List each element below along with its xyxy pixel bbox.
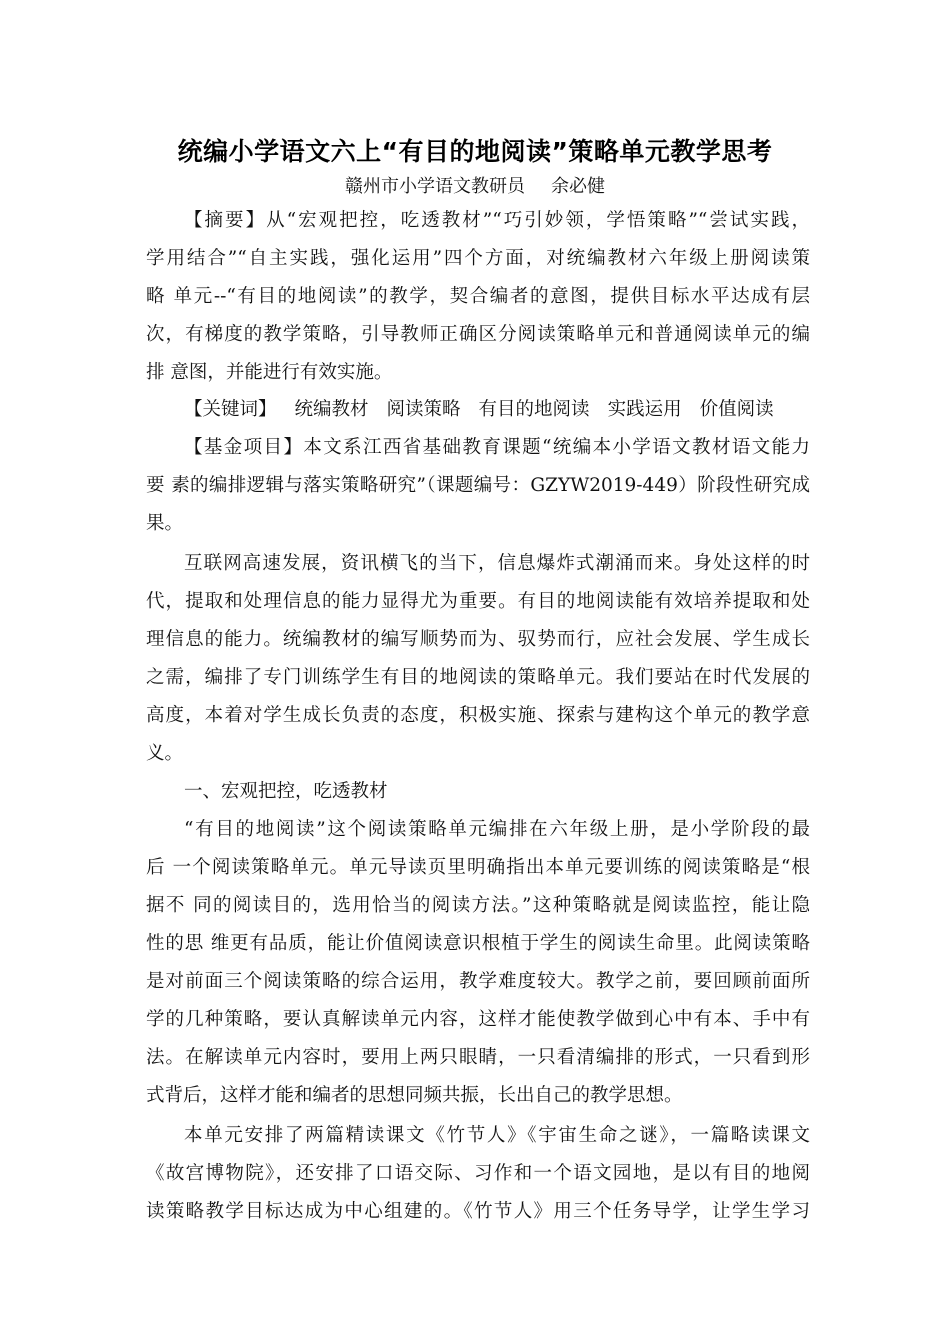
abstract-line: 略 单元--“有目的地阅读”的教学，契合编者的意图，提供目标水平达成有层 — [146, 286, 810, 307]
keyword-item: 价值阅读 — [699, 399, 774, 420]
body-line: 读策略教学目标达成为中心组建的。《竹节人》用三个任务导学，让学生学习 — [146, 1201, 810, 1222]
author-name: 余必健 — [551, 176, 605, 197]
body-line: 本单元安排了两篇精读课文《竹节人》《宇宙生命之谜》，一篇略读课文 — [184, 1125, 810, 1146]
intro-line: 代，提取和处理信息的能力显得尤为重要。有目的地阅读能有效培养提取和处 — [146, 591, 810, 612]
body-line: 式背后，这样才能和编者的思想同频共振，长出自己的教学思想。 — [146, 1085, 683, 1106]
keyword-item: 阅读策略 — [386, 399, 461, 420]
fund-line: 果。 — [146, 513, 184, 534]
section-heading: 一、宏观把控，吃透教材 — [184, 781, 388, 802]
keywords-label: 【关键词】 — [184, 399, 277, 420]
keyword-item: 统编教材 — [294, 399, 369, 420]
fund-line: 要 素的编排逻辑与落实策略研究”（课题编号：GZYW2019-449）阶段性研究成 — [146, 475, 810, 496]
document-title: 统编小学语文六上“有目的地阅读”策略单元教学思考 — [177, 137, 773, 166]
keywords-row — [184, 391, 792, 429]
intro-line: 理信息的能力。统编教材的编写顺势而为、驭势而行，应社会发展、学生成长 — [146, 629, 810, 650]
body-line: 性的思 维更有品质，能让价值阅读意识根植于学生的阅读生命里。此阅读策略 — [146, 933, 810, 954]
body-line: 是对前面三个阅读策略的综合运用，教学难度较大。教学之前，要回顾前面所 — [146, 971, 810, 992]
intro-line: 之需，编排了专门训练学生有目的地阅读的策略单元。我们要站在时代发展的 — [146, 667, 810, 688]
keyword-item: 有目的地阅读 — [478, 399, 590, 420]
body-line: “有目的地阅读”这个阅读策略单元编排在六年级上册，是小学阶段的最 — [184, 819, 810, 840]
abstract-line: 次，有梯度的教学策略，引导教师正确区分阅读策略单元和普通阅读单元的编 — [146, 324, 810, 345]
body-line: 据不 同的阅读目的，选用恰当的阅读方法。”这种策略就是阅读监控，能让隐 — [146, 895, 810, 916]
intro-line: 高度，本着对学生成长负责的态度，积极实施、探索与建构这个单元的教学意 — [146, 705, 810, 726]
fund-line: 【基金项目】本文系江西省基础教育课题“统编本小学语文教材语文能力 — [184, 437, 810, 458]
intro-line: 互联网高速发展，资讯横飞的当下，信息爆炸式潮涌而来。身处这样的时 — [184, 553, 810, 574]
keyword-item: 实践运用 — [607, 399, 682, 420]
intro-line: 义。 — [146, 743, 184, 764]
abstract-line: 排 意图，并能进行有效实施。 — [146, 362, 393, 383]
body-line: 后 一个阅读策略单元。单元导读页里明确指出本单元要训练的阅读策略是“根 — [146, 857, 810, 878]
author-affiliation: 赣州市小学语文教研员 — [345, 176, 525, 197]
author-line — [0, 172, 950, 198]
abstract-line: 学用结合”“自主实践，强化运用”四个方面，对统编教材六年级上册阅读策 — [146, 248, 810, 269]
body-line: 学的几种策略，要认真解读单元内容，这样才能使教学做到心中有本、手中有 — [146, 1009, 810, 1030]
abstract-line: 【摘要】从“宏观把控，吃透教材”“巧引妙领，学悟策略”“尝试实践， — [184, 210, 810, 231]
body-line: 法。在解读单元内容时，要用上两只眼睛，一只看清编排的形式，一只看到形 — [146, 1047, 810, 1068]
body-line: 《故宫博物院》，还安排了口语交际、习作和一个语文园地，是以有目的地阅 — [146, 1163, 810, 1184]
